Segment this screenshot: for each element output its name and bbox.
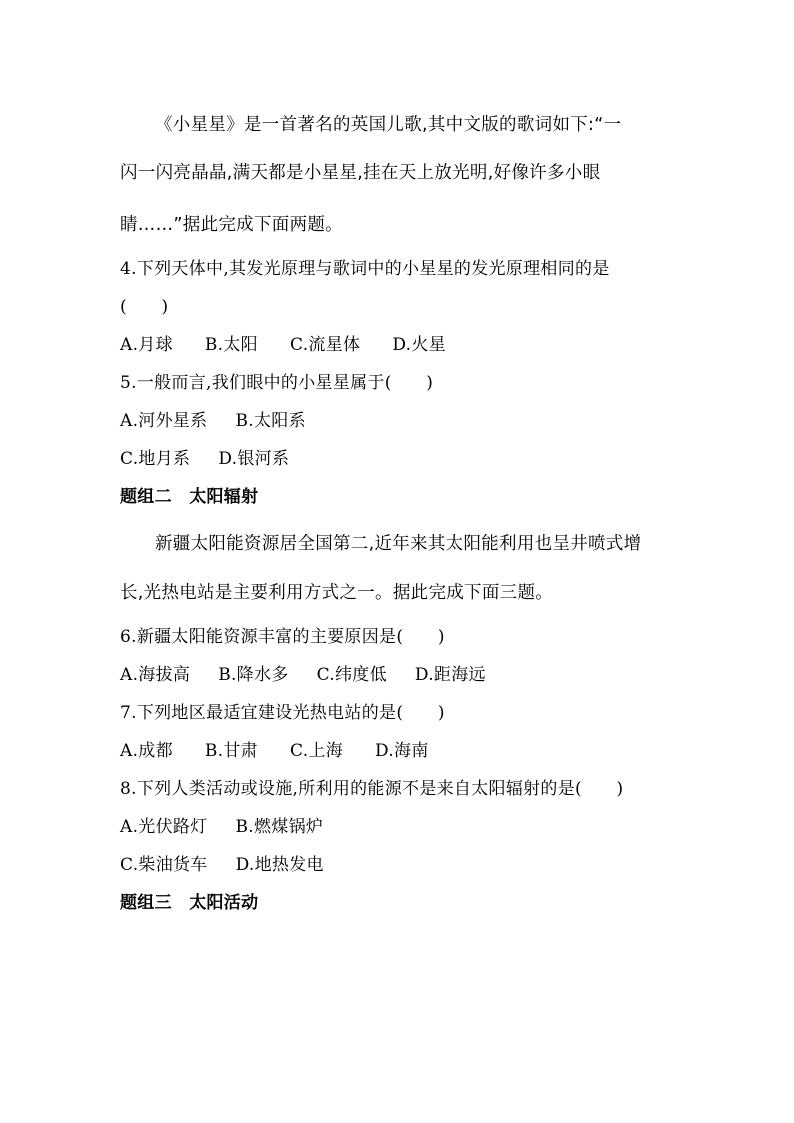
question-6-option-d[interactable]: D.距海远 [414, 665, 486, 685]
question-4-option-c[interactable]: C.流星体 [290, 335, 361, 355]
question-7-option-a[interactable]: A.成都 [120, 741, 173, 761]
question-8-options-row1 [120, 816, 323, 838]
question-7-option-b[interactable]: B.甘肃 [204, 741, 258, 761]
question-4-option-b[interactable]: B.太阳 [204, 335, 258, 355]
question-4-option-a[interactable]: A.月球 [120, 335, 173, 355]
question-4-options [120, 334, 446, 356]
question-6-options [120, 664, 486, 686]
question-8-option-b[interactable]: B.燃煤锅炉 [235, 817, 324, 837]
question-6-option-b[interactable]: B.降水多 [218, 665, 289, 685]
passage2-line2: 长,光热电站是主要利用方式之一。据此完成下面三题。 [120, 583, 554, 603]
question-7-option-c[interactable]: C.上海 [290, 741, 344, 761]
group-2-heading: 题组二 太阳辐射 [120, 487, 259, 507]
passage1-line1: 《小星星》是一首著名的英国儿歌,其中文版的歌词如下:“一 [155, 115, 622, 135]
question-6-option-c[interactable]: C.纬度低 [316, 665, 387, 685]
question-5-option-a[interactable]: A.河外星系 [120, 411, 208, 431]
question-5-options-row1 [120, 410, 306, 432]
question-7-options [120, 740, 429, 762]
question-8-option-a[interactable]: A.光伏路灯 [120, 817, 208, 837]
question-4-stem: 4.下列天体中,其发光原理与歌词中的小星星的发光原理相同的是 [120, 259, 610, 279]
question-6-option-a[interactable]: A.海拔高 [120, 665, 191, 685]
question-5-option-b[interactable]: B.太阳系 [235, 411, 306, 431]
question-5-options-row2 [120, 448, 289, 470]
question-4-option-d[interactable]: D.火星 [392, 335, 446, 355]
question-5-stem: 5.一般而言,我们眼中的小星星属于( ) [120, 373, 434, 393]
question-8-option-d[interactable]: D.地热发电 [235, 855, 324, 875]
group-3-heading: 题组三 太阳活动 [120, 893, 259, 913]
question-8-options-row2 [120, 854, 324, 876]
passage2-line1: 新疆太阳能资源居全国第二,近年来其太阳能利用也呈井喷式增 [155, 534, 642, 554]
passage1-line2: 闪一闪亮晶晶,满天都是小星星,挂在天上放光明,好像许多小眼 [120, 163, 601, 183]
question-8-option-c[interactable]: C.柴油货车 [120, 855, 208, 875]
question-5-option-c[interactable]: C.地月系 [120, 449, 191, 469]
question-4-answer-paren: ( ) [120, 297, 169, 317]
question-6-stem: 6.新疆太阳能资源丰富的主要原因是( ) [120, 627, 445, 647]
question-7-option-d[interactable]: D.海南 [375, 741, 429, 761]
passage1-line3: 睛……”据此完成下面两题。 [120, 215, 343, 235]
question-5-option-d[interactable]: D.银河系 [218, 449, 290, 469]
question-8-stem: 8.下列人类活动或设施,所利用的能源不是来自太阳辐射的是( ) [120, 779, 624, 799]
question-7-stem: 7.下列地区最适宜建设光热电站的是( ) [120, 703, 445, 723]
